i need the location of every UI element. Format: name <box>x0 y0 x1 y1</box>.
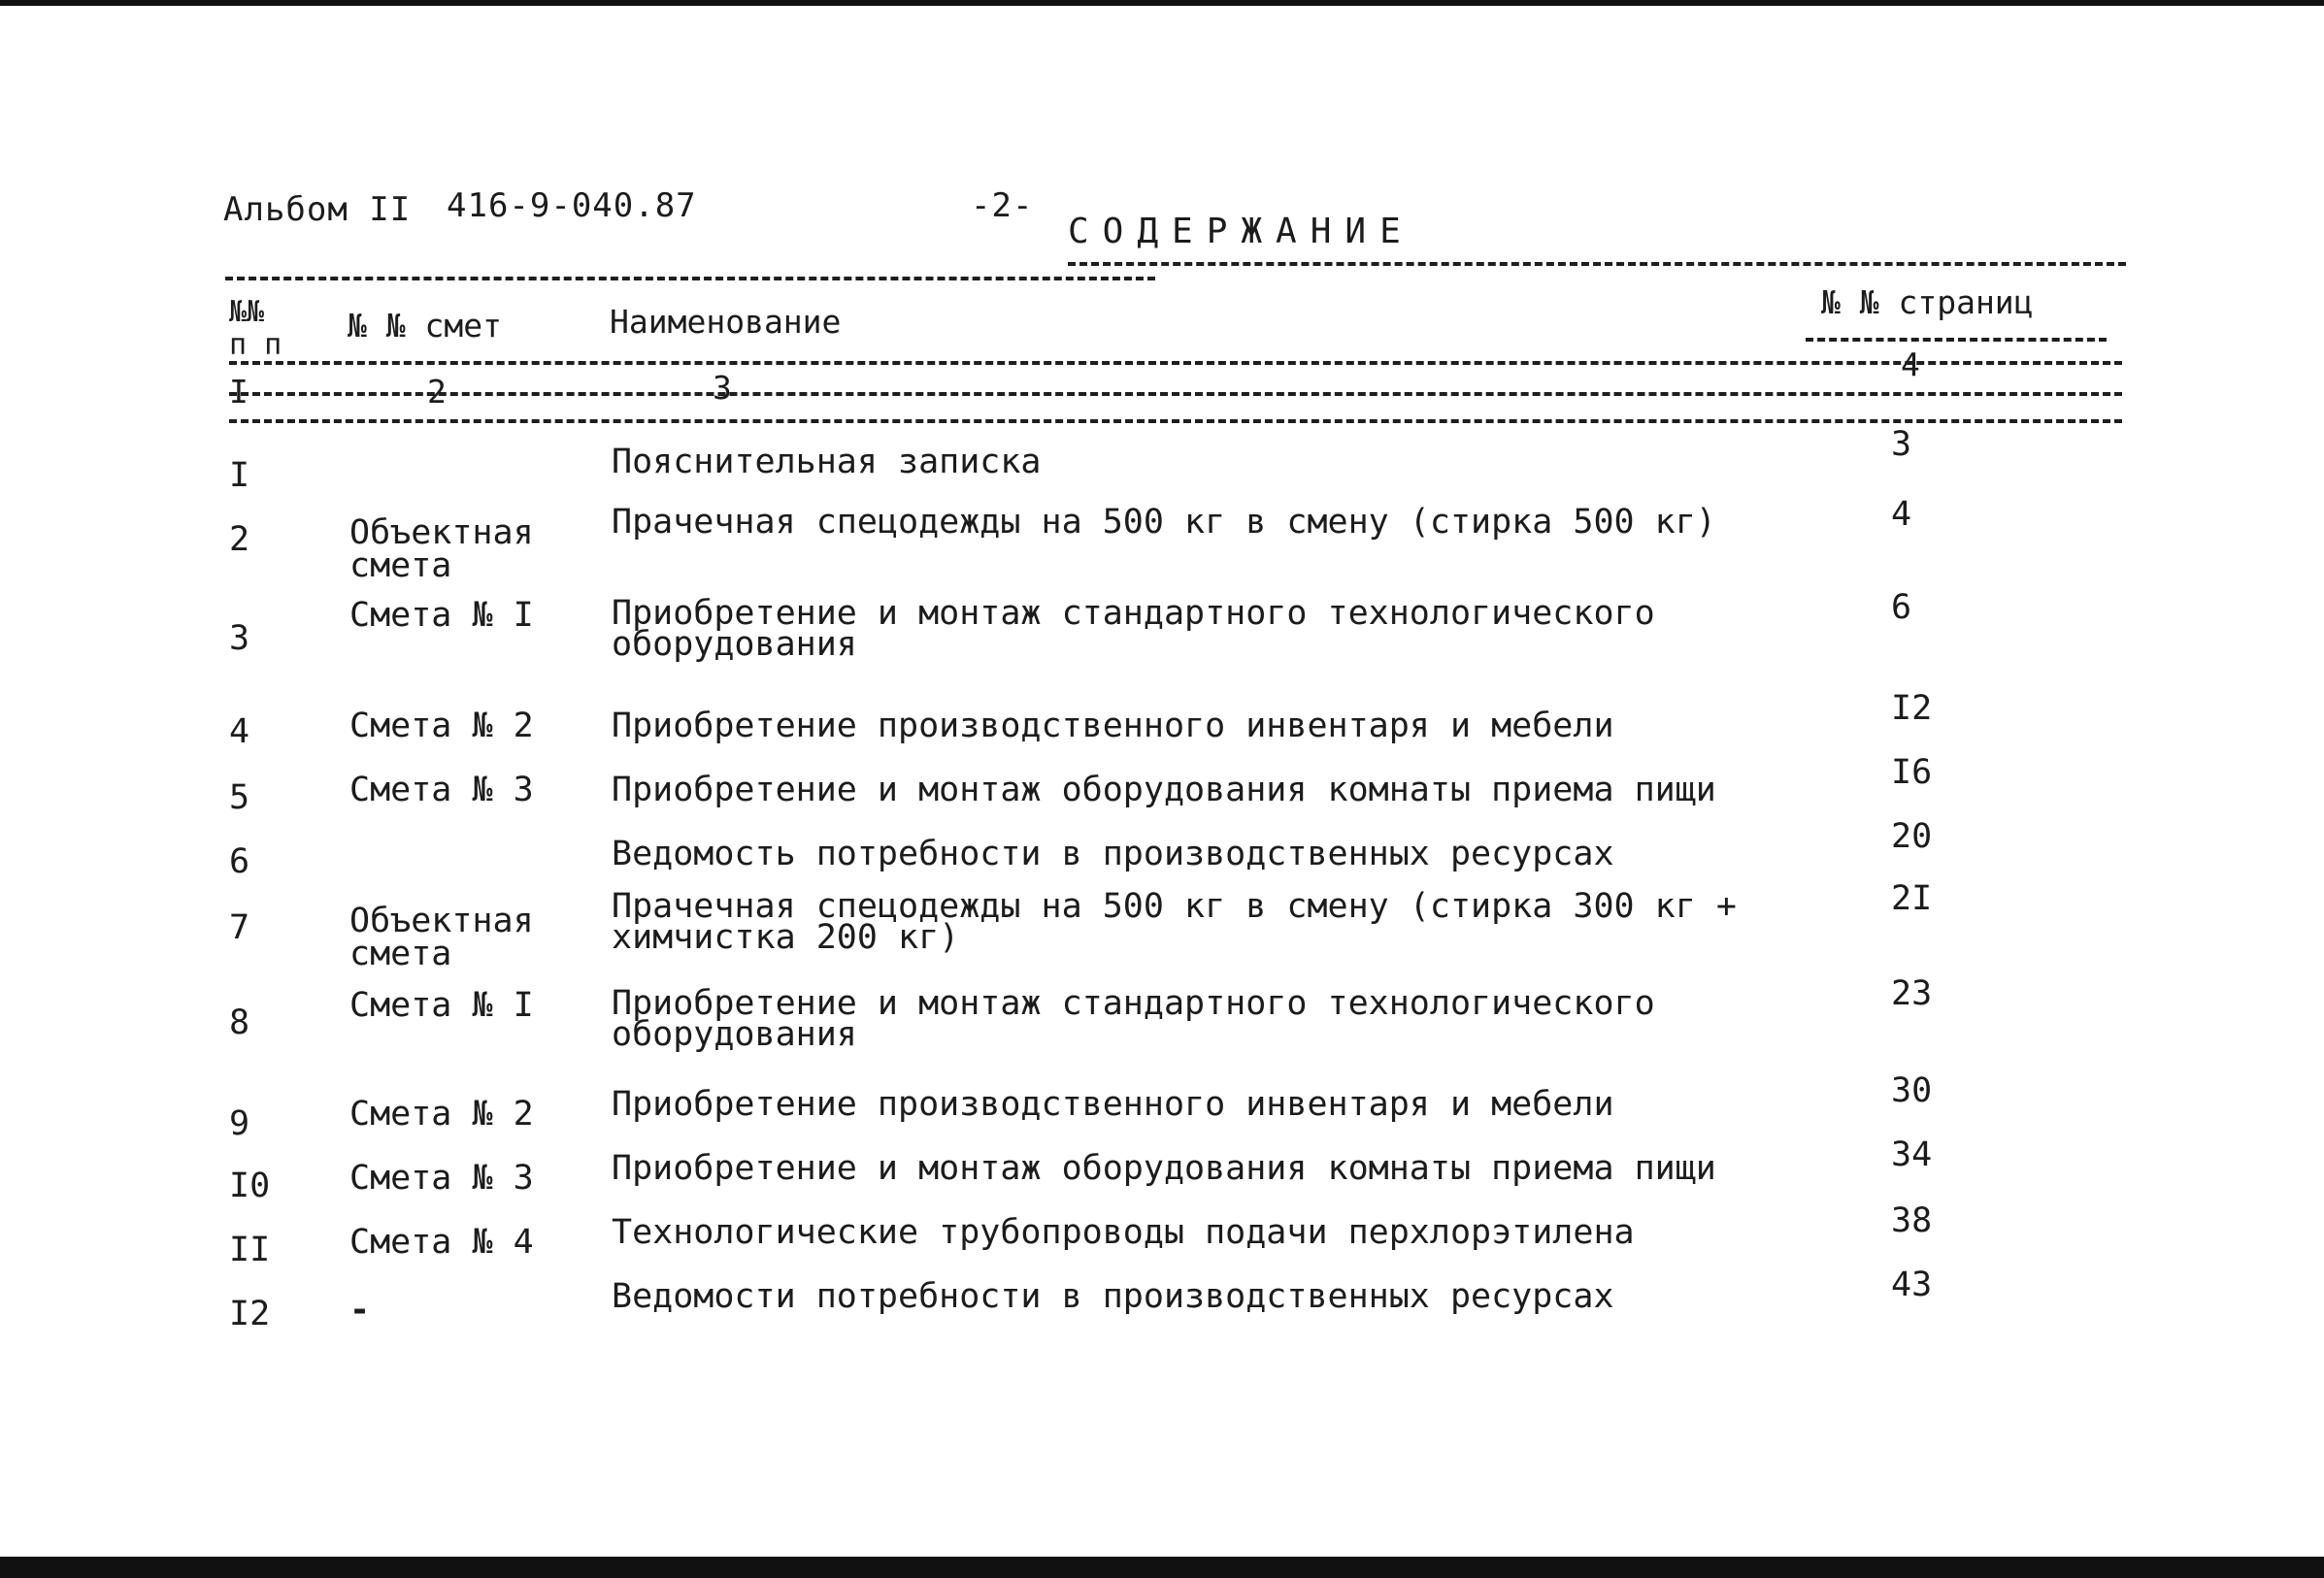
row-name: Приобретение и монтаж стандартного технологического оборудования <box>612 984 1655 1054</box>
col-number-4: 4 <box>1901 345 1920 383</box>
row-page: 30 <box>1891 1071 1933 1110</box>
row-name: Приобретение и монтаж оборудования комнаты приема пищи <box>612 771 1716 809</box>
row-number: 3 <box>229 619 250 658</box>
row-number: 7 <box>229 908 250 947</box>
document-code: 416-9-040.87 <box>447 186 697 225</box>
row-estimate: Смета № I <box>349 596 534 635</box>
row-page: 38 <box>1891 1201 1933 1240</box>
page-title: СОДЕРЖАНИЕ <box>1068 212 1414 251</box>
row-name: Технологические трубопроводы подачи перхлорэтилена <box>612 1213 1635 1252</box>
row-name: Приобретение производственного инвентаря и мебели <box>612 707 1614 745</box>
row-number: 5 <box>229 778 250 817</box>
row-page: 6 <box>1891 588 1912 627</box>
row-page: I2 <box>1891 689 1933 728</box>
row-page: 34 <box>1891 1135 1933 1174</box>
row-number: 8 <box>229 1003 250 1042</box>
col-number-1: I <box>229 373 249 411</box>
row-number: I2 <box>229 1295 271 1333</box>
row-name: Приобретение производственного инвентаря и мебели <box>612 1085 1614 1124</box>
row-estimate: Объектная смета <box>349 902 534 973</box>
col-header-no-line1: №№ <box>229 295 265 329</box>
row-number: I <box>229 456 250 495</box>
scan-edge-bottom <box>0 1557 2324 1578</box>
row-number: II <box>229 1231 271 1269</box>
row-page: 3 <box>1891 425 1912 464</box>
row-estimate: Смета № I <box>349 986 534 1025</box>
row-name: Приобретение и монтаж стандартного технологического оборудования <box>612 594 1655 664</box>
row-number: 9 <box>229 1104 250 1143</box>
row-page: 20 <box>1891 817 1933 856</box>
row-name: Прачечная спецодежды на 500 кг в смену (стирка 300 кг + химчистка 200 кг) <box>612 887 1737 957</box>
col-header-name: Наименование <box>610 303 842 341</box>
row-page: I6 <box>1891 753 1933 792</box>
header-rule <box>229 361 2122 365</box>
row-name: Приобретение и монтаж оборудования комнаты приема пищи <box>612 1149 1716 1188</box>
row-estimate: Смета № 4 <box>349 1223 534 1262</box>
row-name: Ведомость потребности в производственных ресурсах <box>612 835 1614 873</box>
row-name: Ведомости потребности в производственных ресурсах <box>612 1277 1614 1316</box>
row-estimate: - <box>349 1291 371 1330</box>
col-number-3: 3 <box>713 369 732 407</box>
row-estimate: Объектная смета <box>349 513 534 585</box>
row-estimate: Смета № 2 <box>349 707 534 745</box>
page-number: -2- <box>971 186 1034 225</box>
row-page: 2I <box>1891 879 1933 918</box>
album-label: Альбом II <box>223 190 412 229</box>
row-page: 23 <box>1891 974 1933 1013</box>
row-name: Прачечная спецодежды на 500 кг в смену (стирка 500 кг) <box>612 503 1716 542</box>
body-start-rule <box>229 419 2122 423</box>
row-page: 4 <box>1891 495 1912 534</box>
header-sub-rule <box>1806 338 2107 342</box>
row-number: I0 <box>229 1167 271 1205</box>
col-number-2: 2 <box>427 373 447 411</box>
table-top-rule-left <box>225 277 1155 280</box>
scan-edge-top <box>0 0 2324 6</box>
row-estimate: Смета № 2 <box>349 1095 534 1134</box>
col-header-pages: № № страниц <box>1821 283 2034 321</box>
row-estimate: Смета № 3 <box>349 771 534 809</box>
row-number: 2 <box>229 520 250 559</box>
row-page: 43 <box>1891 1266 1933 1304</box>
col-header-no-line2: п п <box>229 328 282 362</box>
row-name: Пояснительная записка <box>612 443 1042 481</box>
row-number: 6 <box>229 842 250 881</box>
column-number-rule <box>229 392 2122 396</box>
row-number: 4 <box>229 712 250 751</box>
table-top-rule <box>1068 262 2126 266</box>
col-header-estimate: № № смет <box>348 307 502 345</box>
row-estimate: Смета № 3 <box>349 1159 534 1198</box>
